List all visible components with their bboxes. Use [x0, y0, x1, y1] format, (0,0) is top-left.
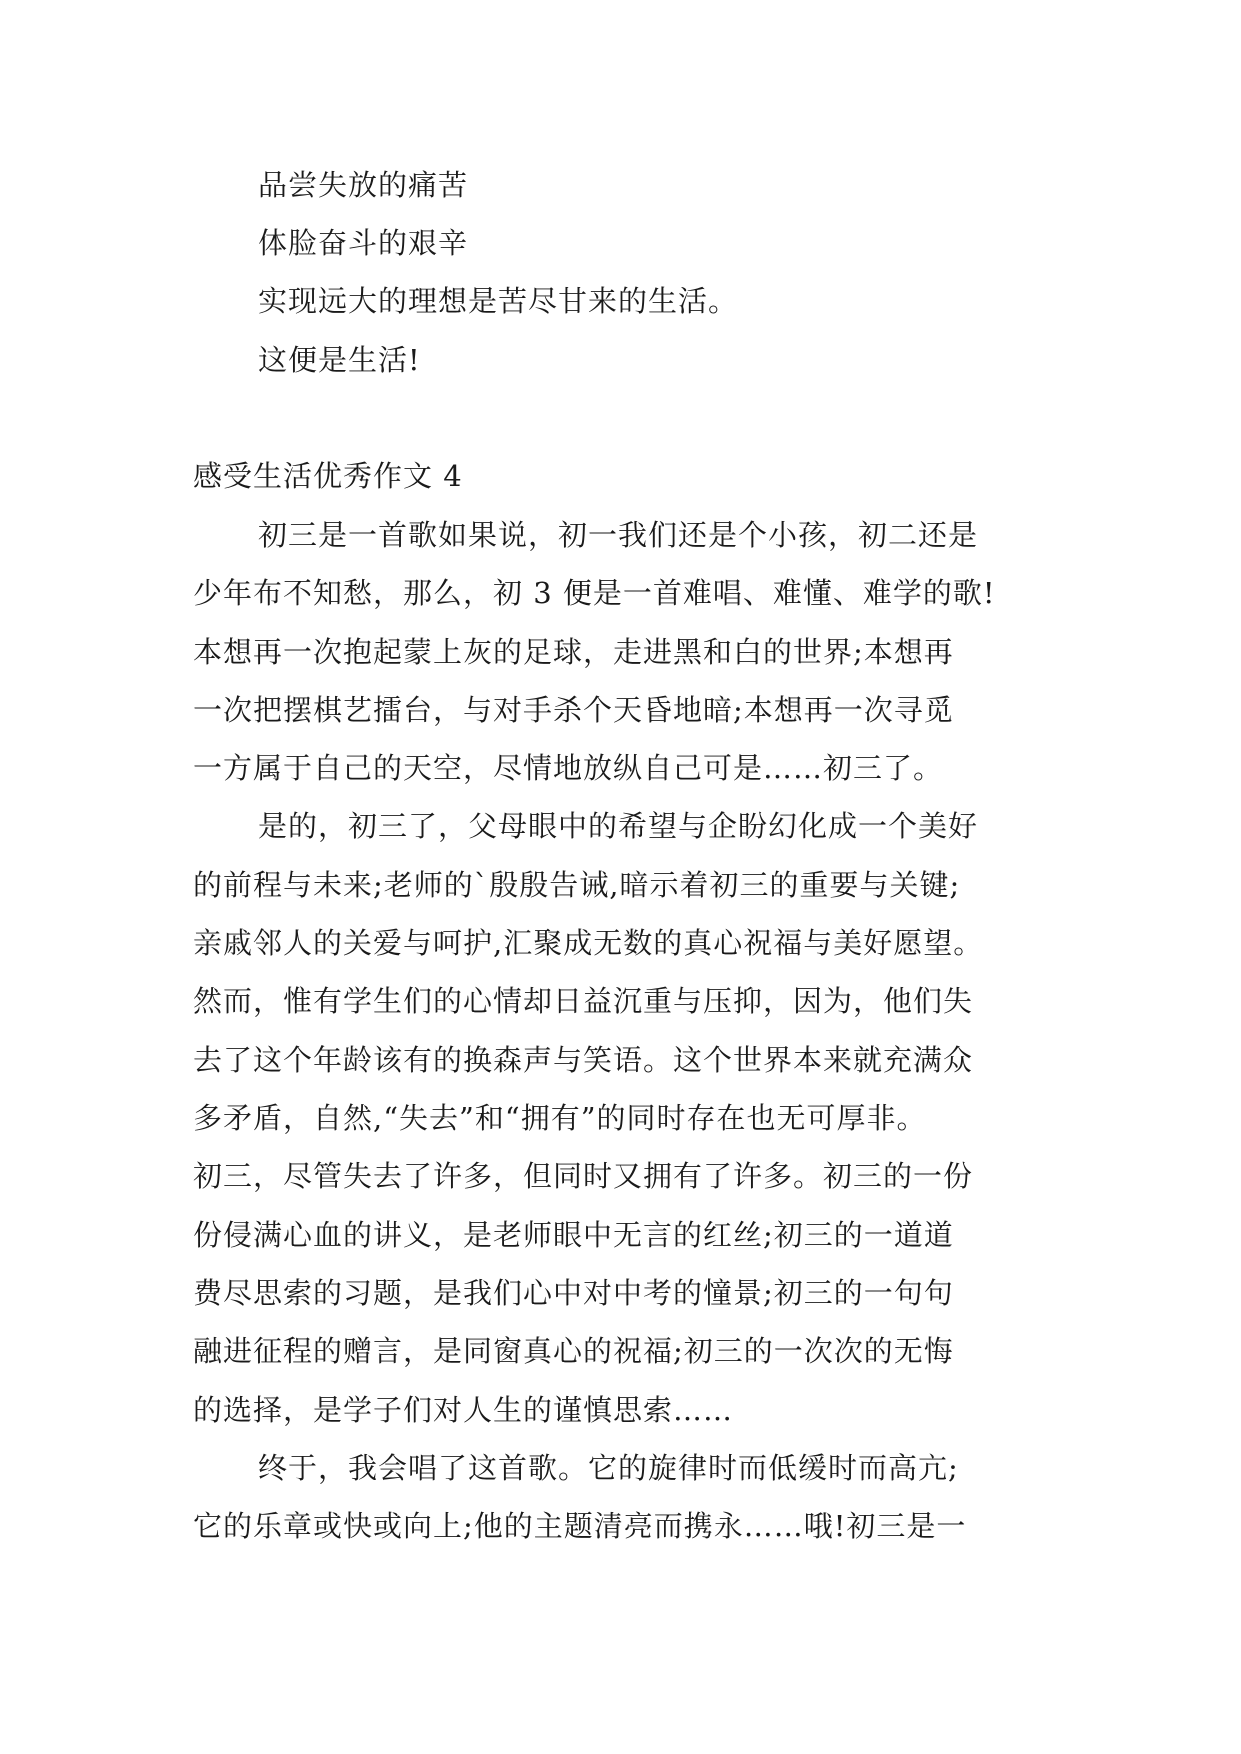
- paragraph-2-line-5: 去了这个年龄该有的换森声与笑语。这个世界本来就充满众: [193, 1043, 974, 1077]
- poem-line-1: 品尝失放的痛苦: [258, 168, 469, 202]
- paragraph-2-line-10: 融进征程的赠言，是同窗真心的祝福;初三的一次次的无悔: [193, 1334, 954, 1368]
- paragraph-2-line-2: 的前程与未来;老师的`殷殷告诫,暗示着初三的重要与关键;: [193, 868, 961, 902]
- paragraph-1-line-1: 初三是一首歌如果说，初一我们还是个小孩，初二还是: [258, 518, 979, 552]
- paragraph-1-line-4: 一次把摆棋艺擂台，与对手杀个天昏地暗;本想再一次寻觅: [193, 693, 954, 727]
- paragraph-2-line-9: 费尽思索的习题，是我们心中对中考的憧景;初三的一句句: [193, 1276, 954, 1310]
- paragraph-1-line-2: 少年布不知愁，那么，初 3 便是一首难唱、难懂、难学的歌!: [193, 576, 996, 610]
- poem-line-4: 这便是生活!: [258, 343, 421, 377]
- essay-title: 感受生活优秀作文 4: [193, 459, 463, 493]
- paragraph-2-line-3: 亲戚邻人的关爱与呵护,汇聚成无数的真心祝福与美好愿望。: [193, 926, 984, 960]
- poem-line-2: 体脸奋斗的艰辛: [258, 226, 469, 260]
- paragraph-2-line-1: 是的，初三了，父母眼中的希望与企盼幻化成一个美好: [258, 809, 979, 843]
- paragraph-1-line-3: 本想再一次抱起蒙上灰的足球，走进黑和白的世界;本想再: [193, 635, 954, 669]
- paragraph-2-line-11: 的选择，是学子们对人生的谨慎思索……: [193, 1393, 734, 1427]
- paragraph-2-line-8: 份侵满心血的讲义，是老师眼中无言的红丝;初三的一道道: [193, 1218, 954, 1252]
- poem-line-3: 实现远大的理想是苦尽甘来的生活。: [258, 284, 739, 318]
- paragraph-2-line-4: 然而，惟有学生们的心情却日益沉重与压抑，因为，他们失: [193, 984, 974, 1018]
- paragraph-3-line-2: 它的乐章或快或向上;他的主题清亮而携永……哦!初三是一: [193, 1509, 967, 1543]
- paragraph-2-line-7: 初三，尽管失去了许多，但同时又拥有了许多。初三的一份: [193, 1159, 974, 1193]
- paragraph-1-line-5: 一方属于自己的天空，尽情地放纵自己可是……初三了。: [193, 751, 944, 785]
- paragraph-3-line-1: 终于，我会唱了这首歌。它的旋律时而低缓时而高亢;: [258, 1451, 959, 1485]
- paragraph-2-line-6: 多矛盾，自然,“失去”和“拥有”的同时存在也无可厚非。: [193, 1101, 927, 1135]
